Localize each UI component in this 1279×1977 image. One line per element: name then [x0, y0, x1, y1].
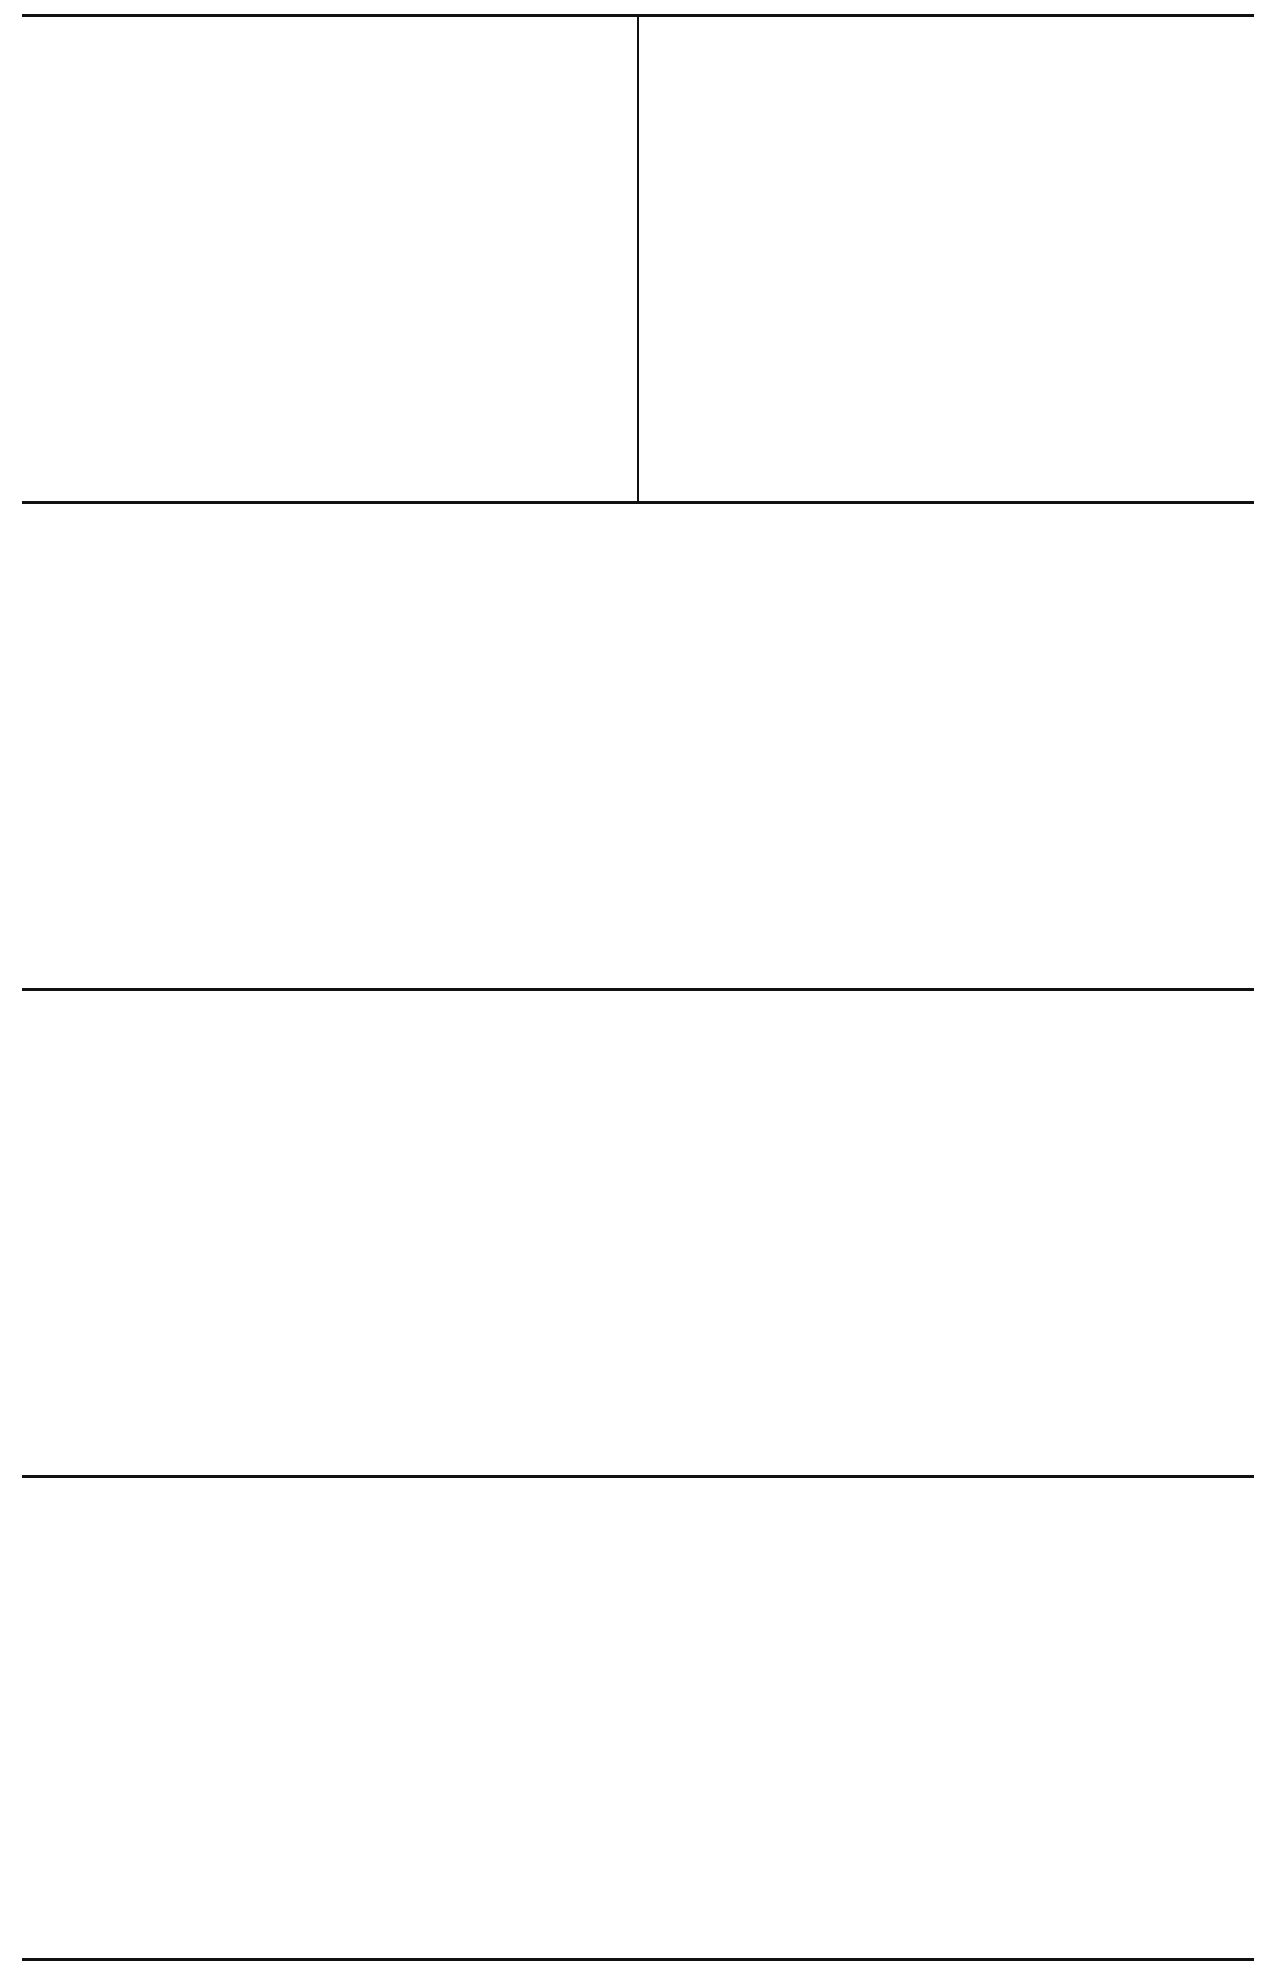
band-top-split — [22, 17, 1254, 501]
band-top-right — [639, 17, 1254, 501]
band-top — [22, 17, 1254, 501]
band-bottom — [22, 1478, 1254, 1958]
band-middle — [22, 504, 1254, 988]
bottom-rule — [22, 1958, 1254, 1961]
band-top-left — [22, 17, 637, 501]
band-lower — [22, 991, 1254, 1475]
